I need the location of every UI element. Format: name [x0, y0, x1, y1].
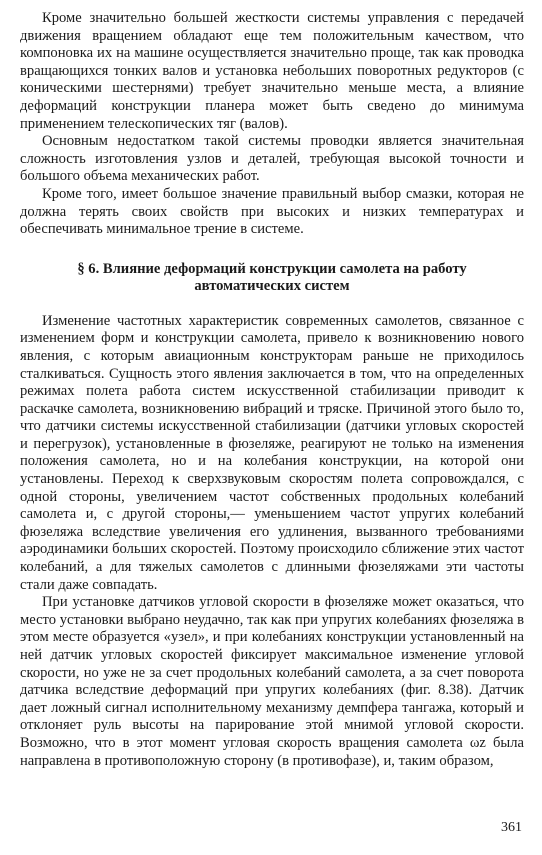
paragraph-main-drawback: Основным недостатком такой системы проводки является значительная сложность изготовления узлов и деталей, требующая высокой точности и большого объема механических работ.	[20, 133, 524, 185]
paragraph-rotation-control: Кроме значительно большей жесткости системы управления с передачей движения вращением обладают еще тем положительным качеством, что компоновка их на машине осуществляется значительно проще, так как проводка вращающихся тонких валов и установка небольших поворотных редукторов (с коническими шестернями) требует значительно меньше места, а влияние деформаций конструкции планера может быть сведено до минимума применением телескопических тяг (валов).	[20, 10, 524, 132]
paragraph-lubricant: Кроме того, имеет большое значение правильный выбор смазки, которая не должна терять своих свойств при высоких и низких температурах и обеспечивать минимальное трение в системе.	[20, 185, 524, 238]
section-heading: § 6. Влияние деформаций конструкции самолета на работу автоматических систем	[77, 260, 467, 294]
page-number: 361	[501, 820, 522, 835]
paragraph-frequency-characteristics: Изменение частотных характеристик современных самолетов, связанное с изменением форм и конструкции самолета, привело к возникновению нового явления, с которым авиационным конструкторам раньше не приходилось сталкиваться. Сущность этого явления заключается в том, что на определенных режимах полета работа систем искусственной стабилизации приводит к раскачке самолета, возникновению вибраций и тряске. Причиной этого было то, что датчики системы искусственной стабилизации (датчики угловых скоростей и перегрузок), установленные в фюзеляже, реагируют не только на изменения положения самолета, но и на колебания конструкции, на которой они установлены. Переход к сверхзвуковым скоростям полета сопровождался, с одной стороны, увеличением частот собственных продольных колебаний самолета и, с другой стороны,— уменьшением частот упругих колебаний фюзеляжа вследствие увеличения его удлинения, вызванного требованиями аэродинамики больших скоростей. Поэтому происходило сближение этих частот колебаний, а для тяжелых самолетов с длинными фюзеляжами эти частоты стали даже совпадать.	[20, 312, 524, 593]
paragraph-sensor-installation: При установке датчиков угловой скорости в фюзеляже может оказаться, что место установки выбрано неудачно, так как при упругих колебаниях фюзеляжа в этом месте образуется «узел», и при колебаниях конструкции установленный на ней датчик угловых скоростей фиксирует максимальное изменение угловой скорости, но уже не за счет продольных колебаний самолета, а за счет поворота датчика вследствие деформаций при упругих колебаниях (фиг. 8.38). Датчик дает ложный сигнал исполнительному механизму демпфера тангажа, который и отклоняет руль высоты на парирование этой мнимой угловой скорости. Возможно, что в этот момент угловая скорость вращения самолета ωz была направлена в противоположную сторону (в противофазе), и, таким образом,	[20, 594, 524, 769]
document-page	[20, 10, 524, 770]
